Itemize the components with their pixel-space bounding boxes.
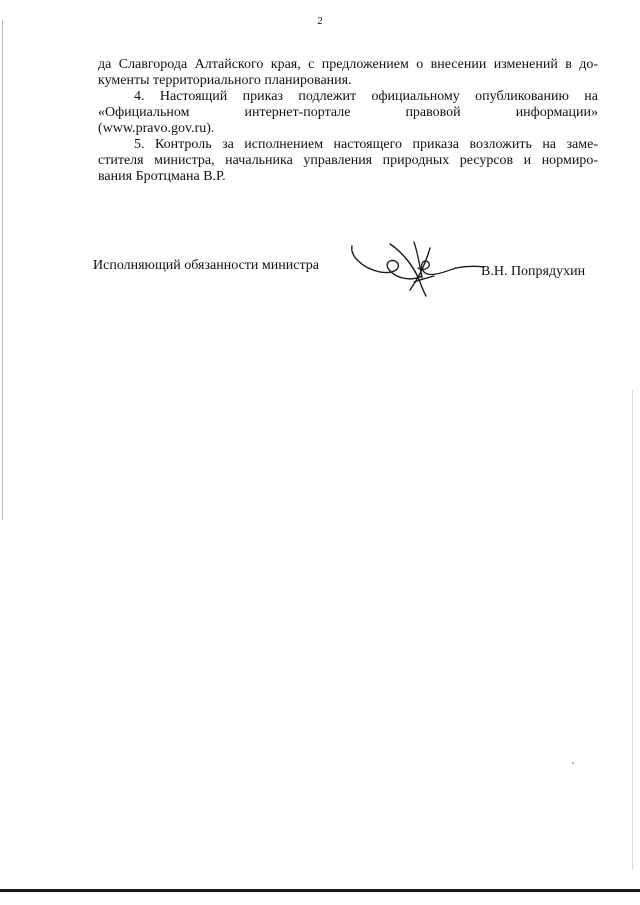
paragraph-4-line-3: (www.pravo.gov.ru). [98,121,215,136]
scan-edge-right [632,390,633,870]
handwritten-signature [348,238,488,300]
paragraph-4-line-2: «Официальном интернет-портале правовой информации» [98,105,598,120]
scan-speck [572,762,574,764]
paragraph-3-line-1: да Славгорода Алтайского края, с предложением о внесении изменений в до- [98,57,598,72]
signatory-name: В.Н. Попрядухин [481,264,586,279]
scan-edge-left [2,20,3,520]
signatory-role: Исполняющий обязанности министра [93,258,319,273]
paragraph-5-line-3: вания Бротцмана В.Р. [98,169,226,184]
paragraph-5-line-2: стителя министра, начальника управления природных ресурсов и нормиро- [98,153,598,168]
paragraph-4-line-1: 4. Настоящий приказ подлежит официальному опубликованию на [134,89,598,104]
scan-bottom-edge [0,889,640,892]
paragraph-3-line-2: кументы территориального планирования. [98,73,352,88]
page-number: 2 [317,15,323,27]
document-body [98,57,598,185]
paragraph-5-line-1: 5. Контроль за исполнением настоящего приказа возложить на заме- [134,137,598,152]
